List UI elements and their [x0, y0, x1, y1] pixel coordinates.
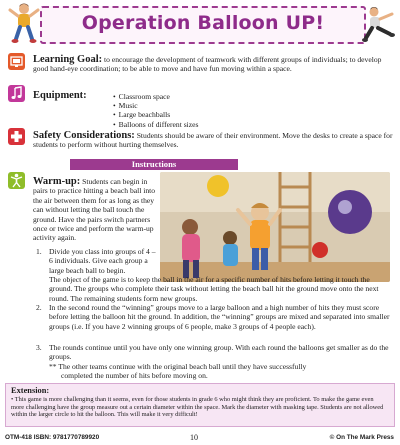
music-note-icon — [8, 85, 25, 102]
step-number: 2. — [36, 303, 42, 312]
equipment-label: Equipment: — [33, 90, 87, 101]
equipment-item: • Classroom space — [113, 92, 198, 101]
warmup-section — [33, 177, 157, 243]
warmup-label: Warm-up: — [33, 176, 81, 187]
safety-label: Safety Considerations: — [33, 130, 135, 141]
page-number: 10 — [190, 433, 198, 442]
equipment-item: • Large beachballs — [113, 110, 198, 119]
equipment-list — [113, 92, 198, 129]
step-note-line: completed the number of hits before moving on. — [61, 371, 208, 381]
page-title: Operation Balloon UP! — [81, 12, 325, 34]
footer-publisher: © On The Mark Press — [329, 434, 394, 441]
step-text: In the second round the “winning” groups move to a large balloon and a high number of hits they must score before letting the balloon hit the ground. In addition, the “winning” groups are mixed and separated into smaller groups (i.e. If you have 2 winning groups of 6 people, make 3 groups of 4 people each). — [49, 303, 390, 331]
kid-stretching-right-illustration — [362, 4, 396, 44]
title-banner — [40, 6, 366, 44]
safety-text: Students should be aware of their environment. Move the desks to create a space for students to perform without hurting themselves. — [33, 131, 393, 150]
stretching-person-icon — [8, 172, 25, 189]
warmup-text: Students can begin in pairs to practice hitting a beach ball into the air between them for as long as they can without letting the ball touch the ground. Have the pairs switch partners once or twice and perform the warm-up activity again. — [33, 177, 156, 243]
learning-goal-label: Learning Goal: — [33, 54, 103, 65]
extension-box — [5, 383, 395, 427]
step-text: Divide you class into groups of 4 – 6 individuals. Give each group a large beach ball to begin. — [49, 247, 156, 275]
instructions-heading: Instructions — [70, 159, 238, 170]
step-3-note — [49, 362, 394, 381]
learning-goal-text: to encourage the development of teamwork with different groups of individuals; to develop good hand-eye coordination; to be able to move and have fun moving within a space. — [33, 55, 382, 74]
step-note-line: ** The other teams continue with the original beach ball until they have successfully — [49, 362, 307, 371]
extension-text: • This game is more challenging than it seems, even for those students in grade 6 who might think they are proficient. To make the game even more challenging have the group measure out a certain diameter within the space. Mark the diameter with masking tape. Students are not allowed within the larger circle to hit the balloon. This will make it very difficult! — [11, 396, 387, 419]
kid-jumping-left-illustration — [6, 2, 42, 46]
extension-title: Extension: — [11, 386, 50, 395]
learning-goal — [33, 55, 393, 74]
step-number: 3. — [36, 343, 42, 352]
step-1-detail: The object of the game is to keep the ball in the air for a specific number of hits before letting it touch the ground. The groups who complete their task without letting the beach ball hit the ground move onto the next round. The remaining students form new groups. — [49, 275, 379, 303]
footer-isbn: OTM-418 ISBN: 9781770789920 — [5, 434, 100, 441]
equipment-item: • Balloons of different sizes — [113, 120, 198, 129]
safety-considerations — [33, 131, 393, 150]
step-text: The rounds continue until you have only one winning group. With each round the balloons get smaller as do the groups. — [49, 343, 389, 362]
step-number: 1. — [36, 247, 42, 256]
kids-playing-balloons-photo — [160, 172, 390, 282]
first-aid-cross-icon — [8, 128, 25, 145]
target-icon — [8, 53, 25, 70]
equipment-item: • Music — [113, 101, 198, 110]
